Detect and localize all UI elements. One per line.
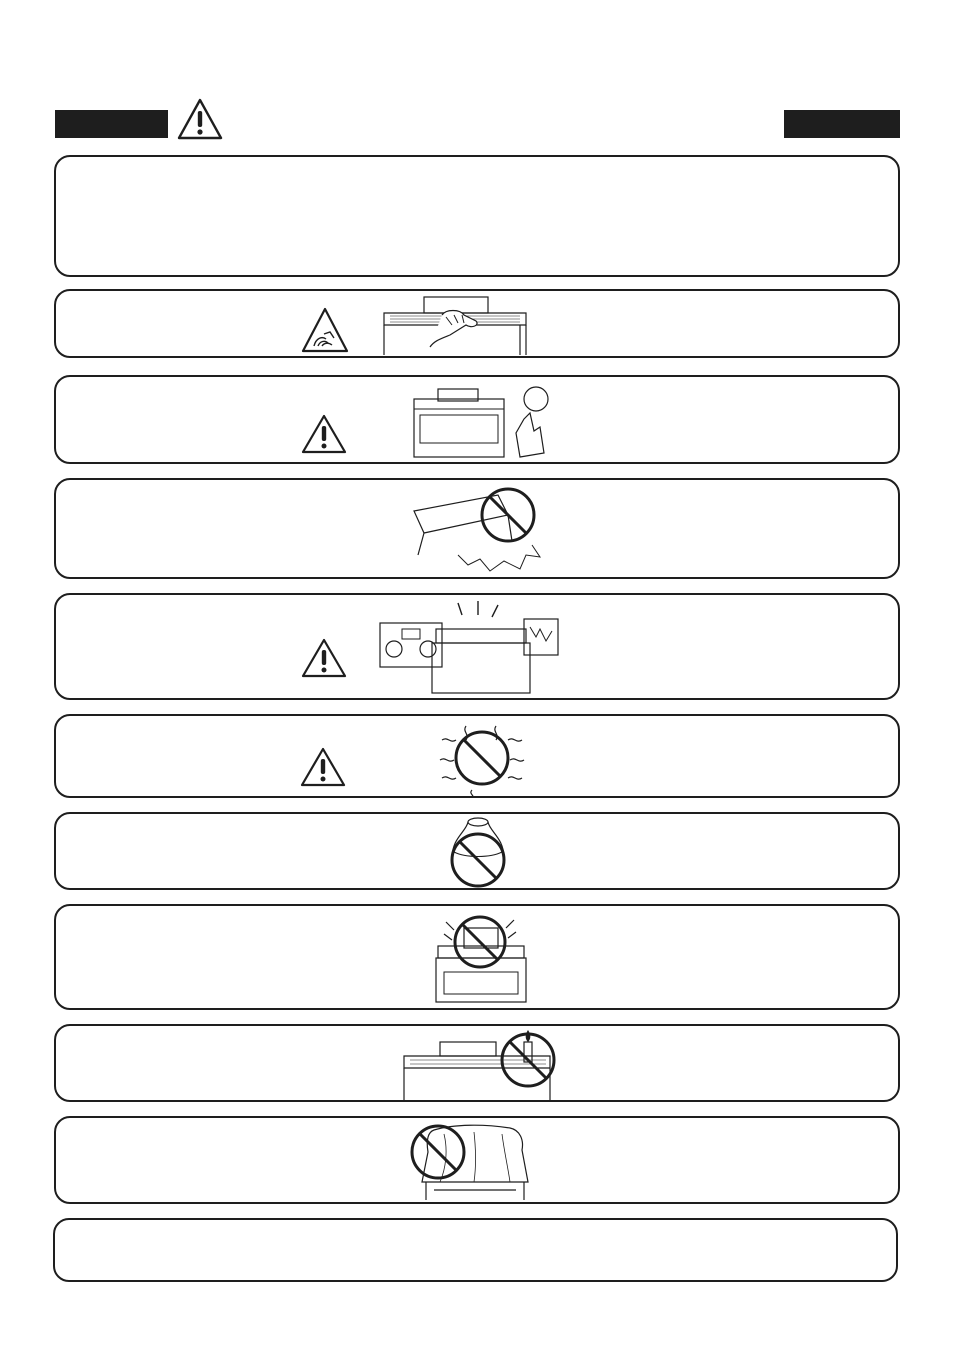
footer-note-box bbox=[53, 1218, 898, 1282]
interference-box bbox=[54, 593, 900, 700]
exclamation-triangle-icon bbox=[299, 746, 347, 788]
power-button-box bbox=[54, 375, 900, 464]
intro-box bbox=[54, 155, 900, 277]
hand-pinch-box bbox=[54, 289, 900, 358]
vase-prohibited-illustration bbox=[440, 814, 516, 890]
exclamation-triangle-icon bbox=[176, 97, 224, 141]
header-bar-right bbox=[784, 110, 900, 138]
header-bar-left bbox=[55, 110, 168, 138]
piano-keyboard-hand-illustration bbox=[380, 295, 530, 357]
piano-radio-tv-interference-illustration bbox=[374, 599, 564, 697]
candle-on-piano-prohibited-illustration bbox=[400, 1028, 560, 1102]
candle-box bbox=[54, 1024, 900, 1102]
exclamation-triangle-icon bbox=[300, 637, 348, 679]
objects-on-piano-prohibited-illustration bbox=[434, 912, 534, 1008]
cover-box bbox=[54, 1116, 900, 1204]
piano-tipping-prohibited-illustration bbox=[408, 485, 558, 577]
heat-box bbox=[54, 714, 900, 798]
covered-piano-prohibited-illustration bbox=[404, 1120, 544, 1204]
objects-on-top-box bbox=[54, 904, 900, 1010]
exclamation-triangle-icon bbox=[300, 413, 348, 455]
tipping-box bbox=[54, 478, 900, 579]
hand-pinch-caution-icon bbox=[300, 306, 350, 354]
vase-box bbox=[54, 812, 900, 890]
heat-prohibited-illustration bbox=[436, 720, 528, 798]
piano-power-button-illustration bbox=[408, 381, 558, 463]
